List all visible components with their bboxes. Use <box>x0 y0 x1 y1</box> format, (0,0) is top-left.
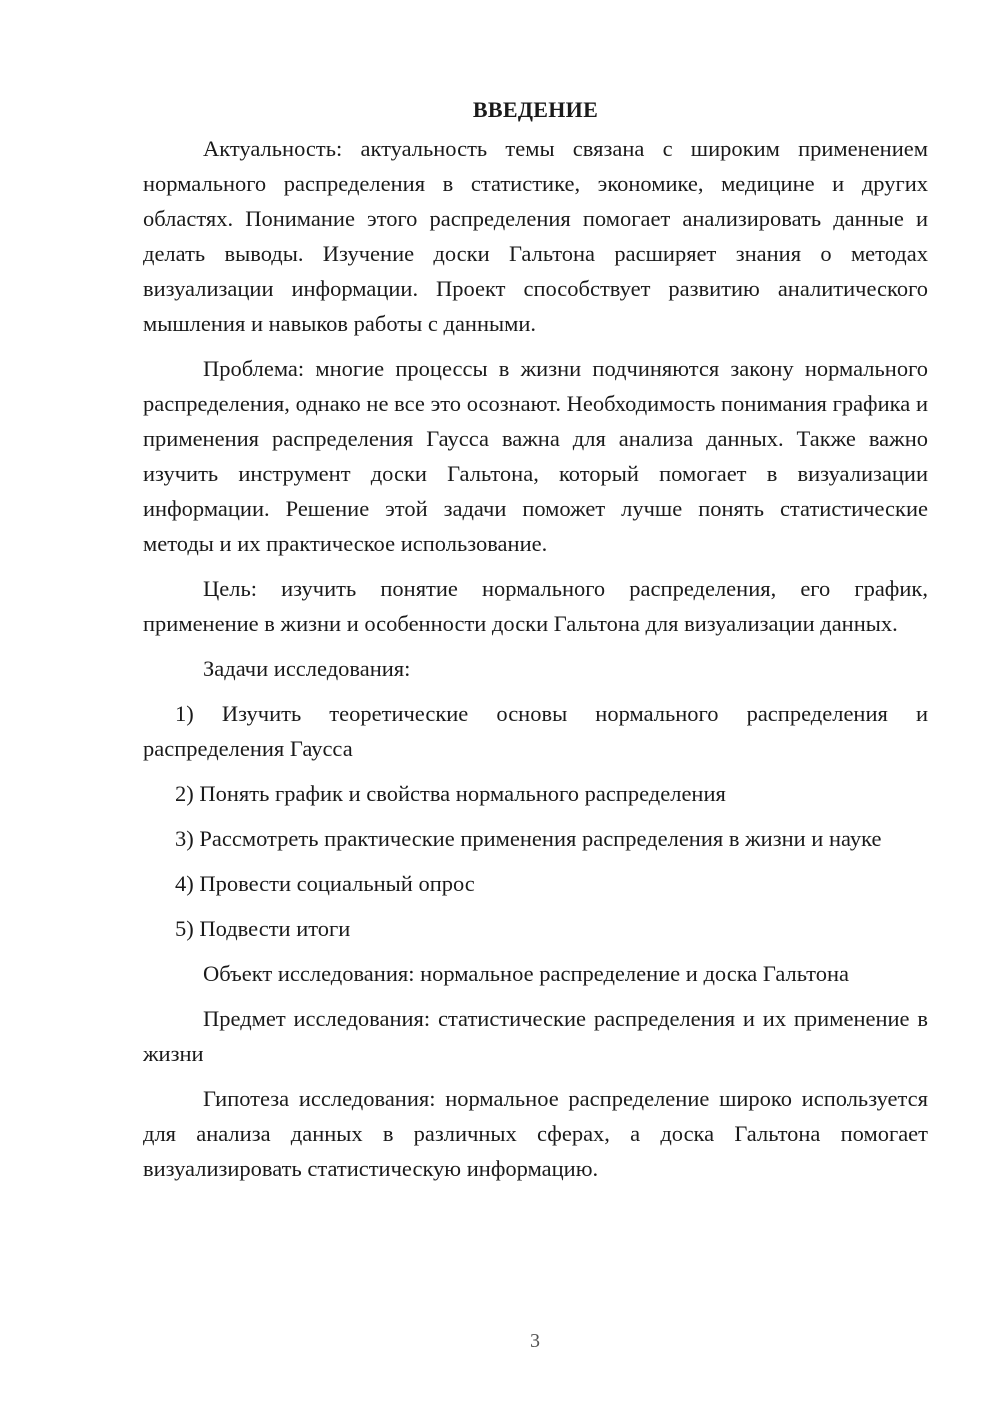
page-title: ВВЕДЕНИЕ <box>472 97 599 122</box>
task-item-5: 5) Подвести итоги <box>175 916 351 941</box>
task-item-1: 1) Изучить теоретические основы нормального распределения и распределения Гаусса <box>143 701 928 761</box>
object-paragraph: Объект исследования: нормальное распределение и доска Гальтона <box>203 961 849 986</box>
subject-paragraph: Предмет исследования: статистические распределения и их применение в жизни <box>143 1006 928 1066</box>
goal-paragraph: Цель: изучить понятие нормального распределения, его график, применение в жизни и особенности доски Гальтона для визуализации данных. <box>143 576 928 636</box>
hypothesis-paragraph: Гипотеза исследования: нормальное распределение широко используется для анализа данных в различных сферах, а доска Гальтона помогает визуализировать статистическую информацию. <box>143 1086 928 1181</box>
tasks-title: Задачи исследования: <box>203 656 411 681</box>
task-item-4: 4) Провести социальный опрос <box>175 871 475 896</box>
page-number: 3 <box>530 1330 540 1352</box>
task-item-3: 3) Рассмотреть практические применения распределения в жизни и науке <box>175 826 882 851</box>
problem-paragraph: Проблема: многие процессы в жизни подчиняются закону нормального распределения, однако не все это осознают. Необходимость понимания графика и применения распределения Гаусса важна для анализа данных. Также важно изучить инструмент доски Гальтона, который помогает в визуализации информации. Решение этой задачи поможет лучше понять статистические методы и их практическое использование. <box>143 356 928 556</box>
relevance-paragraph: Актуальность: актуальность темы связана с широким применением нормального распределения в статистике, экономике, медицине и других областях. Понимание этого распределения помогает анализировать данные и делать выводы. Изучение доски Гальтона расширяет знания о методах визуализации информации. Проект способствует развитию аналитического мышления и навыков работы с данными. <box>143 136 928 336</box>
document-page <box>143 95 928 1196</box>
task-item-2: 2) Понять график и свойства нормального распределения <box>175 781 726 806</box>
